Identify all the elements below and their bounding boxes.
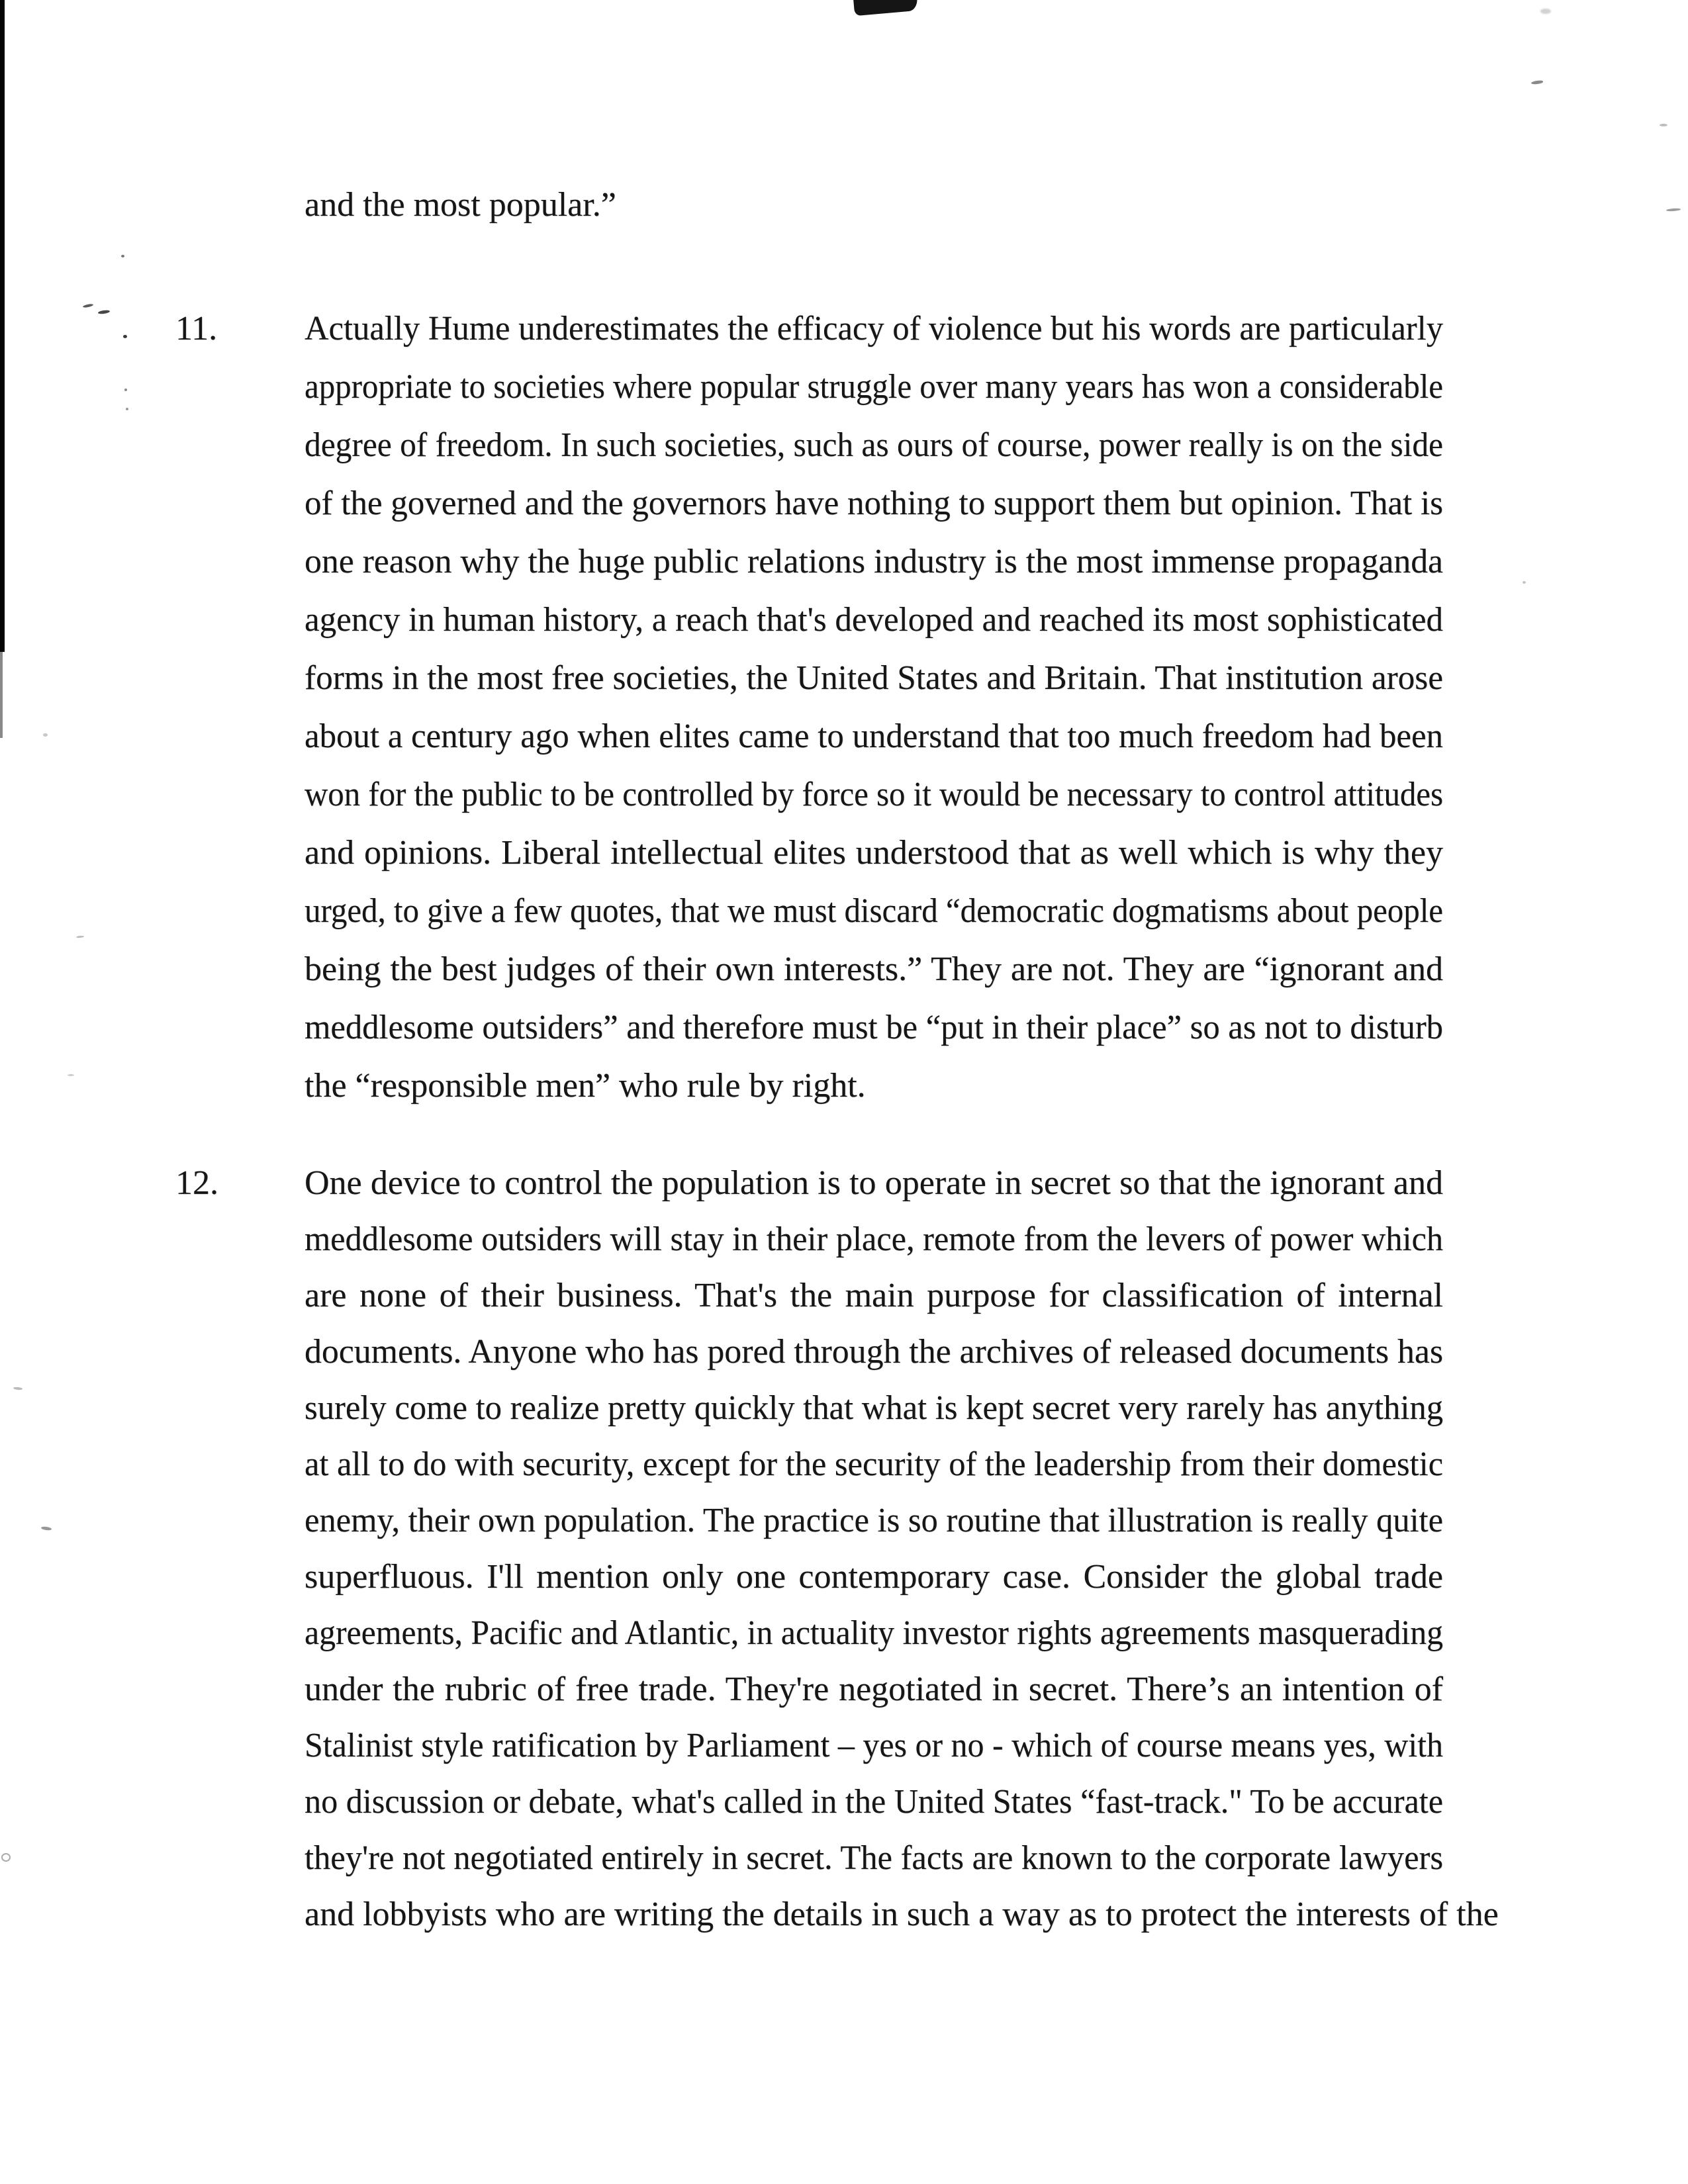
text-line — [305, 1830, 1443, 1886]
paragraph-12-line: are none of their business. That's the main purpose for classification of internal — [305, 1277, 1443, 1314]
text-line — [305, 416, 1443, 475]
paragraph-11 — [175, 300, 1443, 1115]
text-line — [305, 475, 1443, 533]
text-line — [305, 176, 1443, 234]
text-line — [305, 1436, 1443, 1492]
paragraph-11-line: meddlesome outsiders” and therefore must be “put in their place” so as not to disturb — [305, 1009, 1443, 1046]
text-line — [305, 358, 1443, 416]
paragraph-12-line: at all to do with security, except for the security of the leadership from their domestic — [305, 1445, 1443, 1483]
scan-speck — [124, 388, 127, 391]
paragraph-11-line: one reason why the huge public relations industry is the most immense propaganda — [305, 543, 1443, 580]
paragraph-11-line: forms in the most free societies, the United States and Britain. That institution arose — [305, 659, 1443, 697]
paragraph-12-line: meddlesome outsiders will stay in their place, remote from the levers of power which — [305, 1220, 1443, 1258]
paragraph-11-line: of the governed and the governors have nothing to support them but opinion. That is — [305, 484, 1443, 522]
scan-speck — [123, 335, 127, 338]
text-line — [305, 1661, 1443, 1717]
text-line — [305, 1549, 1443, 1605]
paragraph-12-number: 12. — [175, 1164, 218, 1202]
paragraph-11-line: urged, to give a few quotes, that we must discard “democratic dogmatisms about people — [305, 892, 1443, 930]
paragraph-12-line: agreements, Pacific and Atlantic, in actuality investor rights agreements masquerading — [305, 1614, 1443, 1652]
paragraph-11-line: the “responsible men” who rule by right. — [305, 1067, 866, 1105]
text-line — [305, 824, 1443, 882]
text-line — [305, 1267, 1443, 1324]
paragraph-11-line: won for the public to be controlled by force so it would be necessary to control attitudes — [305, 776, 1443, 813]
text-line — [305, 533, 1443, 591]
text-line — [305, 649, 1443, 707]
scan-speck — [126, 408, 128, 410]
quote-fragment-block — [305, 176, 1443, 234]
text-line — [305, 940, 1443, 999]
scan-artifact-left-edge-bar-fade — [0, 652, 3, 738]
paragraph-11-number: 11. — [175, 310, 218, 347]
paragraph-11-line: being the best judges of their own interests.” They are not. They are “ignorant and — [305, 950, 1443, 988]
text-line — [305, 1380, 1443, 1436]
scan-speck — [1, 1853, 11, 1862]
text-line — [305, 1324, 1443, 1380]
text-line — [305, 1605, 1443, 1661]
paragraph-12-line: enemy, their own population. The practice is so routine that illustration is really quite — [305, 1502, 1443, 1539]
scan-speck — [1660, 124, 1667, 126]
text-line — [305, 1886, 1499, 1942]
text-line — [305, 1155, 1443, 1211]
quote-fragment-text: and the most popular.” — [305, 186, 616, 224]
paragraph-11-line: agency in human history, a reach that's developed and reached its most sophisticated — [305, 601, 1443, 639]
scan-speck — [98, 310, 111, 314]
scan-speck — [1531, 80, 1543, 85]
scan-speck — [83, 303, 93, 308]
text-line — [305, 999, 1443, 1057]
text-line — [305, 1717, 1443, 1774]
text-line — [305, 882, 1443, 940]
scan-speck — [76, 935, 84, 938]
paragraph-12-line: and lobbyists who are writing the details in such a way as to protect the interests of the — [305, 1895, 1499, 1933]
paragraph-11-line: appropriate to societies where popular struggle over many years has won a considerable — [305, 368, 1443, 406]
text-line — [305, 707, 1443, 766]
scan-artifact-top-blob — [853, 0, 918, 16]
text-line — [305, 1057, 1443, 1115]
scan-speck — [1540, 9, 1551, 14]
text-line — [305, 766, 1443, 824]
paragraph-11-line: Actually Hume underestimates the efficacy of violence but his words are particularly — [305, 310, 1443, 347]
scan-speck — [43, 733, 48, 737]
paragraph-11-line: degree of freedom. In such societies, such as ours of course, power really is on the side — [305, 426, 1443, 464]
paragraph-11-line: about a century ago when elites came to understand that too much freedom had been — [305, 717, 1443, 755]
text-line — [305, 1492, 1443, 1549]
scan-speck — [68, 1074, 74, 1076]
text-line — [305, 1774, 1443, 1830]
scan-speck — [13, 1387, 23, 1390]
paragraph-12-line: surely come to realize pretty quickly that what is kept secret very rarely has anything — [305, 1389, 1443, 1427]
scan-artifact-left-edge-bar — [0, 0, 5, 652]
paragraph-12-line: Stalinist style ratification by Parliament – yes or no - which of course means yes, with — [305, 1727, 1443, 1764]
scan-speck — [1666, 208, 1681, 212]
paragraph-12-line: under the rubric of free trade. They're negotiated in secret. There’s an intention of — [305, 1670, 1443, 1708]
scan-speck — [1523, 581, 1526, 584]
text-line — [305, 591, 1443, 649]
scan-speck — [121, 255, 124, 257]
text-line — [305, 1211, 1443, 1267]
scan-speck — [41, 1526, 52, 1531]
paragraph-11-line: and opinions. Liberal intellectual elites understood that as well which is why they — [305, 834, 1443, 872]
paragraph-12-line: documents. Anyone who has pored through the archives of released documents has — [305, 1333, 1443, 1371]
paragraph-12-line: superfluous. I'll mention only one contemporary case. Consider the global trade — [305, 1558, 1443, 1596]
paragraph-12-line: no discussion or debate, what's called in the United States “fast-track." To be accurate — [305, 1783, 1443, 1821]
text-line — [305, 300, 1443, 358]
paragraph-12-line: One device to control the population is to operate in secret so that the ignorant and — [305, 1164, 1443, 1202]
paragraph-12-line: they're not negotiated entirely in secret. The facts are known to the corporate lawyers — [305, 1839, 1443, 1877]
paragraph-12 — [175, 1155, 1499, 1942]
